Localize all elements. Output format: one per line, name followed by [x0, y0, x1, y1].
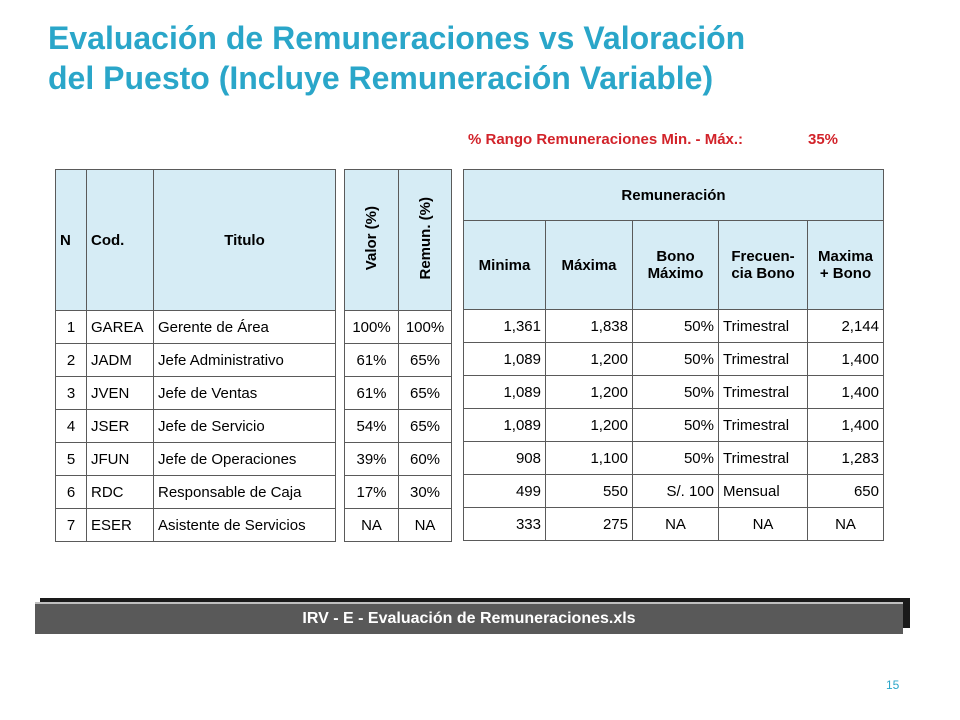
remuneration-table	[463, 169, 884, 541]
valuation-table	[344, 169, 452, 542]
header-remuneracion: Remuneración	[464, 170, 884, 221]
table-row	[464, 475, 884, 508]
cell-maxima-bono: 1,400	[808, 376, 884, 409]
positions-table	[55, 169, 336, 542]
cell-n: 4	[56, 410, 87, 443]
cell-maxima-bono: NA	[808, 508, 884, 541]
table-row	[56, 509, 336, 542]
cell-maxima-bono: 1,400	[808, 409, 884, 442]
cell-n: 5	[56, 443, 87, 476]
table-row	[56, 410, 336, 443]
cell-maxima: 275	[546, 508, 633, 541]
cell-cod: JVEN	[87, 377, 154, 410]
slide-title-line-1: Evaluación de Remuneraciones vs Valoración	[48, 20, 746, 56]
cell-bono-maximo: NA	[633, 508, 719, 541]
header-maxima-bono-line-2: + Bono	[819, 265, 872, 282]
header-remun	[399, 170, 452, 311]
cell-minima: 908	[464, 442, 546, 475]
cell-frecuencia: Trimestral	[719, 409, 808, 442]
cell-bono-maximo: 50%	[633, 409, 719, 442]
cell-titulo: Jefe de Servicio	[154, 410, 336, 443]
header-minima: Minima	[464, 221, 546, 310]
cell-titulo: Jefe de Operaciones	[154, 443, 336, 476]
cell-remun: 100%	[399, 311, 452, 344]
cell-titulo: Responsable de Caja	[154, 476, 336, 509]
cell-titulo: Jefe Administrativo	[154, 344, 336, 377]
header-bono-line-1: Bono	[656, 248, 695, 265]
cell-maxima-bono: 650	[808, 475, 884, 508]
cell-cod: JADM	[87, 344, 154, 377]
slide-title	[48, 18, 928, 98]
table-row	[56, 476, 336, 509]
cell-bono-maximo: 50%	[633, 343, 719, 376]
table-row	[464, 310, 884, 343]
cell-bono-maximo: 50%	[633, 442, 719, 475]
table-row	[464, 343, 884, 376]
cell-maxima: 1,200	[546, 409, 633, 442]
cell-minima: 333	[464, 508, 546, 541]
salary-range-label	[468, 131, 868, 148]
cell-n: 3	[56, 377, 87, 410]
header-maxima: Máxima	[546, 221, 633, 310]
slide-title-line-2: del Puesto (Incluye Remuneración Variable)	[48, 60, 714, 96]
cell-bono-maximo: S/. 100	[633, 475, 719, 508]
cell-cod: RDC	[87, 476, 154, 509]
header-maxima-bono	[808, 221, 884, 310]
cell-valor: 61%	[345, 377, 399, 410]
table-row	[345, 311, 452, 344]
cell-maxima: 1,100	[546, 442, 633, 475]
cell-maxima: 550	[546, 475, 633, 508]
cell-titulo: Asistente de Servicios	[154, 509, 336, 542]
cell-remun: 60%	[399, 443, 452, 476]
cell-cod: ESER	[87, 509, 154, 542]
cell-n: 1	[56, 311, 87, 344]
cell-frecuencia: Trimestral	[719, 376, 808, 409]
cell-n: 7	[56, 509, 87, 542]
table-row	[56, 443, 336, 476]
cell-frecuencia: Trimestral	[719, 310, 808, 343]
cell-minima: 1,361	[464, 310, 546, 343]
table-row	[56, 377, 336, 410]
table-row	[345, 377, 452, 410]
cell-titulo: Jefe de Ventas	[154, 377, 336, 410]
header-valor	[345, 170, 399, 311]
table-row	[56, 311, 336, 344]
cell-frecuencia: Trimestral	[719, 343, 808, 376]
cell-remun: 65%	[399, 377, 452, 410]
cell-frecuencia: NA	[719, 508, 808, 541]
cell-valor: 61%	[345, 344, 399, 377]
cell-n: 6	[56, 476, 87, 509]
cell-remun: NA	[399, 509, 452, 542]
table-row	[464, 376, 884, 409]
cell-frecuencia: Trimestral	[719, 442, 808, 475]
salary-range-value: 35%	[808, 131, 839, 148]
cell-maxima-bono: 2,144	[808, 310, 884, 343]
table-row	[345, 476, 452, 509]
cell-cod: JFUN	[87, 443, 154, 476]
cell-bono-maximo: 50%	[633, 376, 719, 409]
footer-file-bar	[35, 602, 903, 634]
table-row	[345, 443, 452, 476]
cell-bono-maximo: 50%	[633, 310, 719, 343]
cell-remun: 30%	[399, 476, 452, 509]
cell-maxima-bono: 1,283	[808, 442, 884, 475]
salary-range-text: % Rango Remuneraciones Min. - Máx.:	[468, 131, 744, 148]
cell-maxima-bono: 1,400	[808, 343, 884, 376]
table-row	[464, 409, 884, 442]
cell-minima: 1,089	[464, 376, 546, 409]
cell-maxima: 1,200	[546, 376, 633, 409]
header-titulo: Titulo	[154, 170, 336, 311]
cell-frecuencia: Mensual	[719, 475, 808, 508]
header-maxima-bono-line-1: Maxima	[817, 248, 874, 265]
cell-remun: 65%	[399, 344, 452, 377]
header-n: N	[56, 170, 87, 311]
cell-maxima: 1,838	[546, 310, 633, 343]
cell-n: 2	[56, 344, 87, 377]
table-row	[345, 344, 452, 377]
header-frecuencia-line-1: Frecuen-	[731, 248, 795, 265]
header-bono-maximo	[633, 221, 719, 310]
header-frecuencia-bono	[719, 221, 808, 310]
cell-valor: 39%	[345, 443, 399, 476]
cell-cod: JSER	[87, 410, 154, 443]
cell-minima: 499	[464, 475, 546, 508]
table-row	[345, 509, 452, 542]
cell-maxima: 1,200	[546, 343, 633, 376]
cell-remun: 65%	[399, 410, 452, 443]
cell-valor: 54%	[345, 410, 399, 443]
cell-titulo: Gerente de Área	[154, 311, 336, 344]
footer-file-name: IRV - E - Evaluación de Remuneraciones.xls	[302, 610, 636, 627]
table-row	[56, 344, 336, 377]
cell-cod: GAREA	[87, 311, 154, 344]
cell-minima: 1,089	[464, 409, 546, 442]
header-frecuencia-line-2: cia Bono	[731, 265, 795, 282]
header-bono-line-2: Máximo	[647, 265, 704, 282]
table-row	[464, 442, 884, 475]
cell-valor: 100%	[345, 311, 399, 344]
cell-minima: 1,089	[464, 343, 546, 376]
page-number: 15	[886, 678, 900, 692]
cell-valor: NA	[345, 509, 399, 542]
header-valor-label: Valor (%)	[363, 205, 380, 271]
table-row	[464, 508, 884, 541]
cell-valor: 17%	[345, 476, 399, 509]
header-cod: Cod.	[87, 170, 154, 311]
table-row	[345, 410, 452, 443]
header-remun-label: Remun. (%)	[416, 196, 434, 280]
